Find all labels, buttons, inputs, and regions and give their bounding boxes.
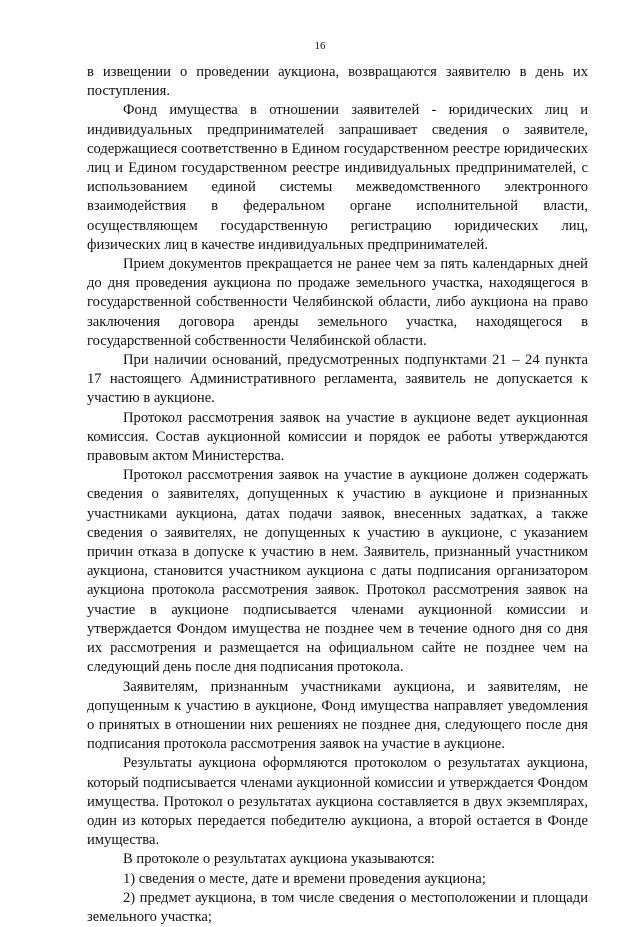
paragraph: Протокол рассмотрения заявок на участие в аукционе должен содержать сведения о заявителях, допущенных к участию в аукционе и признанных участниками аукциона, датах подачи заявок, внесенных задатках, а также сведения о заявителях, не допущенных к участию в аукционе, с указанием причин отказа в допуске к участию в нем. Заявитель, признанный участником аукциона, становится участником аукциона с даты подписания организатором аукциона протокола рассмотрения заявок. Протокол рассмотрения заявок на участие в аукционе подписывается членами аукционной комиссии и утверждается Фондом имущества не позднее чем в течение одного дня со дня их рассмотрения и размещается на официальном сайте не позднее чем на следующий день после дня подписания протокола. <box>87 467 588 676</box>
list-item: 2) предмет аукциона, в том числе сведения о местоположении и площади земельного участка; <box>87 889 588 925</box>
paragraph: Заявителям, признанным участниками аукциона, и заявителям, не допущенным к участию в аукционе, Фонд имущества направляет уведомления о принятых в отношении них решениях не позднее дня, следующего после дня подписания протокола рассмотрения заявок на участие в аукционе. <box>87 678 588 753</box>
paragraph: При наличии оснований, предусмотренных подпунктами 21 – 24 пункта 17 настоящего Административного регламента, заявитель не допускается к участию в аукционе. <box>87 352 588 407</box>
paragraph: В протоколе о результатах аукциона указываются: <box>123 851 435 868</box>
paragraph: в извещении о проведении аукциона, возвращаются заявителю в день их поступления. <box>87 64 588 100</box>
page-number: 16 <box>314 40 326 52</box>
paragraph: Протокол рассмотрения заявок на участие в аукционе ведет аукционная комиссия. Состав аукционной комиссии и порядок ее работы утверждаются правовым актом Министерства. <box>87 409 588 465</box>
paragraph: Фонд имущества в отношении заявителей - юридических лиц и индивидуальных предпринимателей запрашивает сведения о заявителе, содержащиеся соответственно в Едином государственном реестре юридических лиц и Едином государственном реестре индивидуальных предпринимателей, с использованием единой системы межведомственного электронного взаимодействия в федеральном органе исполнительной власти, осуществляющем государственную регистрацию юридических лиц, физических лиц в качестве индивидуальных предпринимателей. <box>87 102 588 253</box>
paragraph: Результаты аукциона оформляются протоколом о результатах аукциона, который подписывается членами аукционной комиссии и утверждается Фондом имущества. Протокол о результатах аукциона составляется в двух экземплярах, один из которых передается победителю аукциона, а второй остается в Фонде имущества. <box>87 755 588 849</box>
paragraph: Прием документов прекращается не ранее чем за пять календарных дней до дня проведения аукциона по продаже земельного участка, находящегося в государственной собственности Челябинской области, либо аукциона на право заключения договора аренды земельного участка, находящегося в государственной собственности Челябинской области. <box>87 256 588 349</box>
list-item: 1) сведения о месте, дате и времени проведения аукциона; <box>123 870 486 887</box>
document-body <box>87 63 588 927</box>
